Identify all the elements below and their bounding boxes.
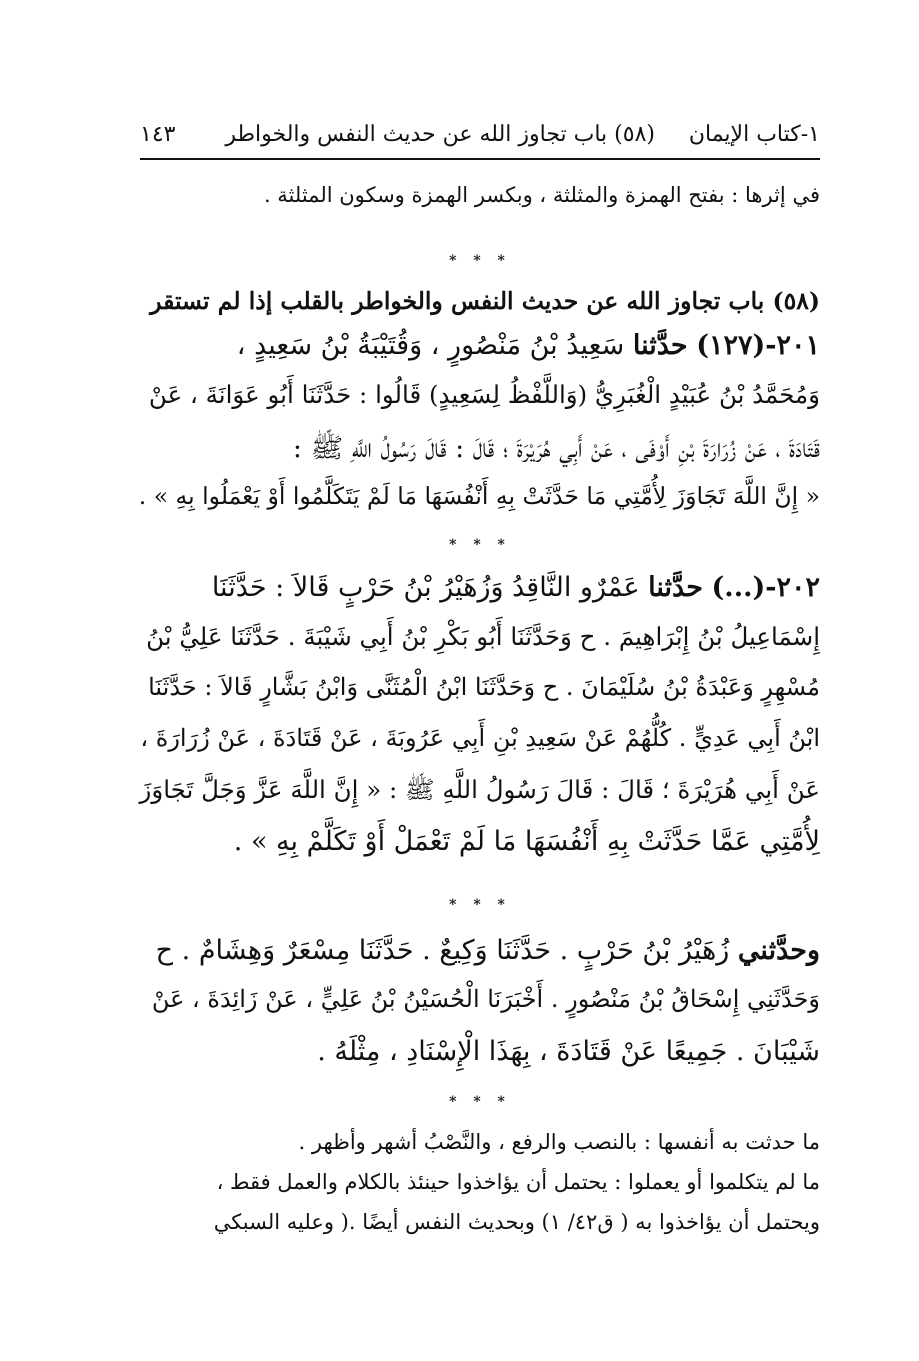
header-rule bbox=[140, 158, 820, 160]
narration-lead: حدَّثنا bbox=[648, 572, 703, 603]
hadith-202-line-5: عَنْ أَبِي هُرَيْرَةَ ؛ قَالَ : قَالَ رَسُولُ اللَّهِ ﷺ : « إِنَّ اللَّهَ عَزَّ وَجَلَّ تَجَاوَزَ bbox=[139, 775, 820, 804]
footnote-line: ما لم يتكلموا أو يعملوا : يحتمل أن يؤاخذوا حينئذ بالكلام والعمل فقط ، bbox=[216, 1170, 820, 1194]
hadith-202-line-1 bbox=[140, 572, 820, 603]
hadith-201-line-1 bbox=[140, 330, 820, 361]
hadith-text: سَعِيدُ بْنُ مَنْصُورٍ ، وَقُتَيْبَةُ بْنُ سَعِيدٍ ، bbox=[236, 330, 625, 361]
chapter-title: ١-كتاب الإيمان bbox=[688, 122, 820, 147]
hadith-203-line-1 bbox=[140, 935, 820, 966]
top-note: في إثرها : بفتح الهمزة والمثلثة ، وبكسر الهمزة وسكون المثلثة . bbox=[263, 183, 820, 207]
running-header bbox=[140, 122, 820, 156]
chapter-heading: (٥٨) باب تجاوز الله عن حديث النفس والخواطر بالقلب إذا لم تستقر bbox=[150, 287, 820, 315]
section-title: (٥٨) باب تجاوز الله عن حديث النفس والخواطر bbox=[225, 122, 655, 147]
hadith-202-line-2: إِسْمَاعِيلُ بْنُ إِبْرَاهِيمَ . ح وَحَدَّثَنَا أَبُو بَكْرِ بْنُ أَبِي شَيْبَةَ . حَدَّثَنَا عَلِيُّ بْنُ bbox=[146, 622, 820, 651]
footnote-line: ما حدثت به أنفسها : بالنصب والرفع ، والنَّصْبُ أشهر وأظهر . bbox=[298, 1130, 820, 1154]
hadith-number: ٢٠٢-(...) bbox=[711, 572, 820, 603]
footnote-line: ويحتمل أن يؤاخذوا به ( ق٤٢/ ١) وبحديث النفس أيضًا .( وعليه السبكي bbox=[213, 1210, 820, 1234]
hadith-text: زُهَيْرُ بْنُ حَرْبٍ . حَدَّثَنَا وَكِيعٌ . حَدَّثَنَا مِسْعَرٌ وَهِشَامٌ . ح bbox=[155, 935, 730, 966]
narration-lead: وحدَّثني bbox=[737, 935, 820, 966]
document-page bbox=[140, 0, 820, 1361]
hadith-201-line-3: قَتَادَةَ ، عَنْ زُرَارَةَ بْنِ أَوْفَى ، عَنْ أَبِي هُرَيْرَةَ ؛ قَالَ : قَالَ رَسُولُ اللَّهِ ﷺ : bbox=[292, 433, 820, 464]
hadith-202-line-3: مُسْهِرٍ وَعَبْدَةُ بْنُ سُلَيْمَانَ . ح وَحَدَّثَنَا ابْنُ الْمُثَنَّى وَابْنُ بَشَّارٍ قَالاَ : حَدَّثَنَا bbox=[148, 673, 820, 701]
hadith-number: ٢٠١-(١٢٧) bbox=[696, 330, 820, 361]
separator: * * * bbox=[449, 1094, 511, 1110]
separator: * * * bbox=[449, 253, 511, 269]
hadith-203-line-3: شَيْبَانَ . جَمِيعًا عَنْ قَتَادَةَ ، بِهَذَا الْإِسْنَادِ ، مِثْلَهُ . bbox=[317, 1036, 820, 1067]
hadith-203-line-2: وَحَدَّثَنِي إِسْحَاقُ بْنُ مَنْصُورٍ . أَخْبَرَنَا الْحُسَيْنُ بْنُ عَلِيٍّ ، عَنْ زَائِدَةَ ، عَنْ bbox=[151, 985, 820, 1013]
narration-lead: حدَّثنا bbox=[632, 330, 688, 361]
page-number: ١٤٣ bbox=[140, 122, 176, 147]
hadith-202-line-4: ابْنُ أَبِي عَدِيٍّ . كُلُّهُمْ عَنْ سَعِيدِ بْنِ أَبِي عَرُوبَةَ ، عَنْ قَتَادَةَ ، عَنْ زُرَارَةَ ، bbox=[140, 724, 820, 752]
hadith-text: عَمْرٌو النَّاقِدُ وَزُهَيْرُ بْنُ حَرْبٍ قَالاَ : حَدَّثَنَا bbox=[211, 572, 640, 603]
hadith-201-line-2: وَمُحَمَّدُ بْنُ عُبَيْدٍ الْغُبَرِيُّ (وَاللَّفْظُ لِسَعِيدٍ) قَالُوا : حَدَّثَنَا أَبُو عَوَانَةَ ، عَنْ bbox=[148, 380, 820, 409]
hadith-201-line-4: « إِنَّ اللَّهَ تَجَاوَزَ لِأُمَّتِي مَا حَدَّثَتْ بِهِ أَنْفُسَهَا مَا لَمْ يَتَكَلَّمُوا أَوْ يَعْمَلُوا بِهِ » . bbox=[138, 482, 820, 510]
separator: * * * bbox=[449, 537, 511, 553]
separator: * * * bbox=[449, 897, 511, 913]
hadith-202-line-6: لِأُمَّتِي عَمَّا حَدَّثَتْ بِهِ أَنْفُسَهَا مَا لَمْ تَعْمَلْ أَوْ تَكَلَّمْ بِهِ » . bbox=[233, 826, 820, 857]
